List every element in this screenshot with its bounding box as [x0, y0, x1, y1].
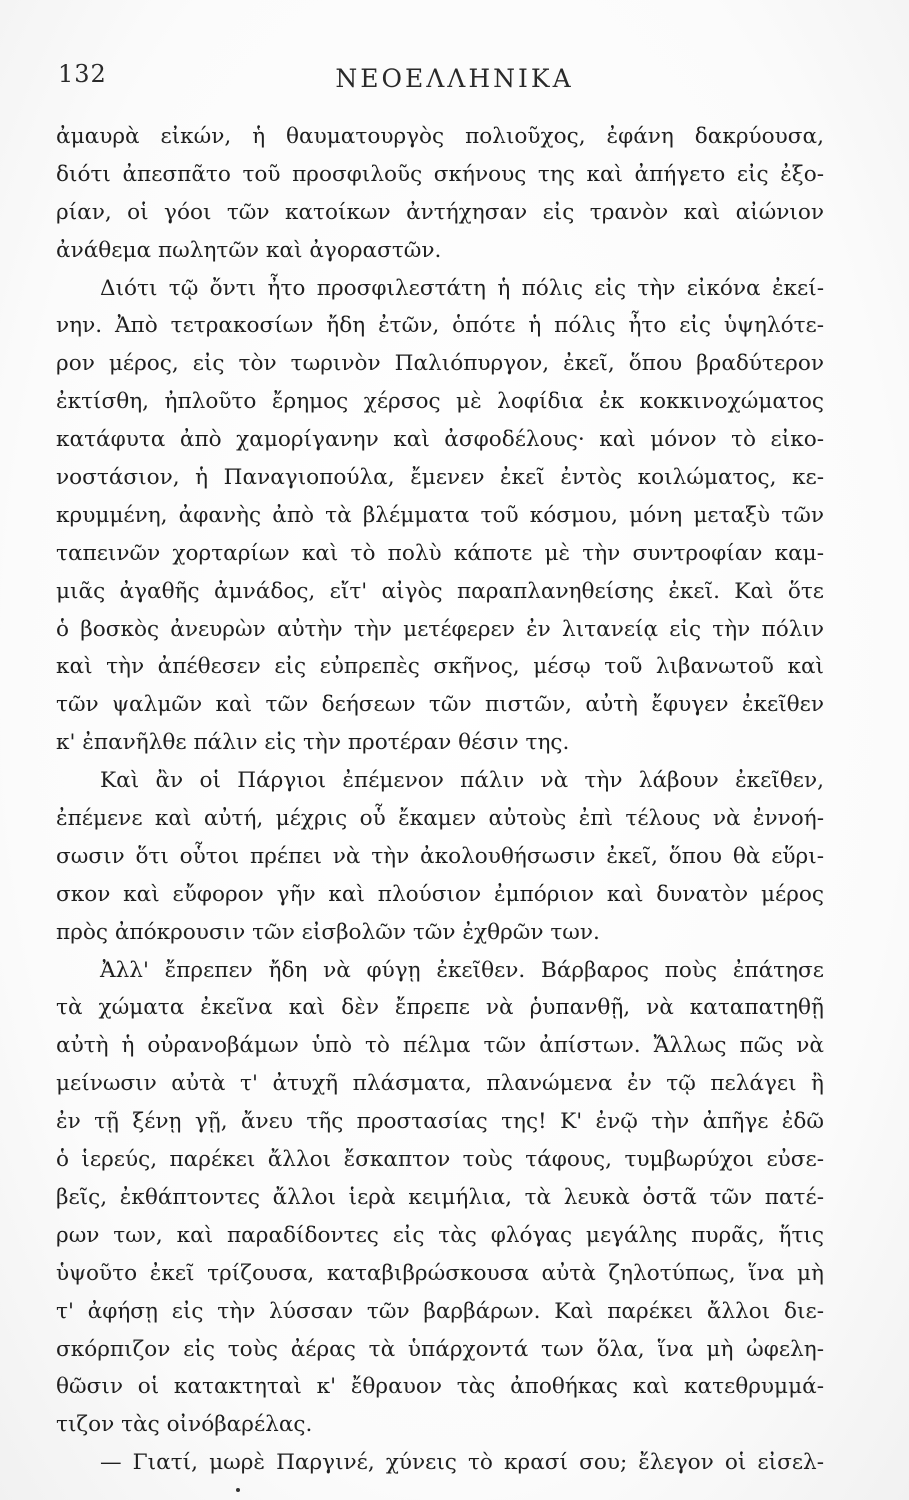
text-line: πρὸς ἀπόκρουσιν τῶν εἰσβολῶν τῶν ἐχθρῶν των.	[56, 919, 600, 945]
text-line: Καὶ ἂν οἱ Πάργιοι ἐπέμενον πάλιν νὰ τὴν λάβουν ἐκεῖθεν,	[100, 768, 824, 794]
text-line: σωσιν ὅτι οὗτοι πρέπει νὰ τὴν ἀκολουθήσωσιν ἐκεῖ, ὅπου θὰ εὕρι-	[56, 843, 824, 869]
body-text	[56, 118, 824, 1482]
text-line: νοστάσιον, ἡ Παναγιοπούλα, ἔμενεν ἐκεῖ ἐντὸς κοιλώματος, κε-	[56, 465, 824, 491]
text-line: Ἀλλ' ἔπρεπεν ἤδη νὰ φύγῃ ἐκεῖθεν. Βάρβαρος ποὺς ἐπάτησε	[100, 957, 824, 983]
text-line: σκον καὶ εὔφορον γῆν καὶ πλούσιον ἐμπόριον καὶ δυνατὸν μέρος	[56, 881, 824, 907]
text-line: κρυμμένη, ἀφανὴς ἀπὸ τὰ βλέμματα τοῦ κόσμου, μόνη μεταξὺ τῶν	[56, 502, 824, 528]
text-line: τ' ἀφήσῃ εἰς τὴν λύσσαν τῶν βαρβάρων. Καὶ παρέκει ἄλλοι διε-	[56, 1298, 824, 1324]
running-title: ΝΕΟΕΛΛΗΝΙΚΑ	[335, 64, 574, 93]
text-line: ὑψοῦτο ἐκεῖ τρίζουσα, καταβιβρώσκουσα αὐτὰ ζηλοτύπως, ἵνα μὴ	[56, 1260, 824, 1286]
text-line: αὐτὴ ἡ οὐρανοβάμων ὑπὸ τὸ πέλμα τῶν ἀπίστων. Ἄλλως πῶς νὰ	[56, 1033, 824, 1059]
text-line: ρίαν, οἱ γόοι τῶν κατοίκων ἀντήχησαν εἰς τρανὸν καὶ αἰώνιον	[56, 199, 824, 225]
text-line: ἀμαυρὰ εἰκών, ἡ θαυματουργὸς πολιοῦχος, ἐφάνη δακρύουσα,	[56, 124, 824, 149]
text-line: διότι ἀπεσπᾶτο τοῦ προσφιλοῦς σκήνους της καὶ ἀπήγετο εἰς ἐξο-	[56, 161, 824, 187]
text-line: ἐν τῇ ξένῃ γῇ, ἄνευ τῆς προστασίας της! Κ' ἐνῷ τὴν ἀπῆγε ἐδῶ	[56, 1109, 824, 1135]
page-number: 132	[58, 60, 107, 88]
text-line: κατάφυτα ἀπὸ χαμορίγανην καὶ ἀσφοδέλους· καὶ μόνον τὸ εἰκο-	[56, 427, 824, 453]
text-line: ὁ βοσκὸς ἀνευρὼν αὐτὴν τὴν μετέφερεν ἐν λιτανείᾳ εἰς τὴν πόλιν	[56, 616, 824, 642]
text-line: ρων των, καὶ παραδίδοντες εἰς τὰς φλόγας μεγάλης πυρᾶς, ἥτις	[56, 1222, 824, 1248]
text-line: — Γιατί, μωρὲ Παργινέ, χύνεις τὸ κρασί σου; ἔλεγον οἱ εἰσελ-	[100, 1450, 824, 1476]
text-line: Διότι τῷ ὄντι ἦτο προσφιλεστάτη ἡ πόλις εἰς τὴν εἰκόνα ἐκεί-	[100, 275, 824, 301]
text-line: ἐκτίσθη, ἠπλοῦτο ἔρημος χέρσος μὲ λοφίδια ἐκ κοκκινοχώματος	[56, 389, 824, 415]
text-line: μιᾶς ἀγαθῆς ἀμνάδος, εἴτ' αἰγὸς παραπλανηθείσης ἐκεῖ. Καὶ ὅτε	[56, 578, 824, 604]
text-line: μείνωσιν αὐτὰ τ' ἀτυχῆ πλάσματα, πλανώμενα ἐν τῷ πελάγει ἢ	[56, 1071, 824, 1097]
text-line: βεῖς, ἐκθάπτοντες ἄλλοι ἱερὰ κειμήλια, τὰ λευκὰ ὀστᾶ τῶν πατέ-	[56, 1184, 824, 1210]
text-line: τιζον τὰς οἰνόβαρέλας.	[56, 1412, 313, 1438]
ink-speck	[236, 1488, 240, 1492]
text-line: ἐπέμενε καὶ αὐτή, μέχρις οὗ ἔκαμεν αὐτοὺς ἐπὶ τέλους νὰ ἐννοή-	[56, 806, 824, 832]
text-line: καὶ τὴν ἀπέθεσεν εἰς εὐπρεπὲς σκῆνος, μέσῳ τοῦ λιβανωτοῦ καὶ	[56, 654, 824, 680]
text-line: ταπεινῶν χορταρίων καὶ τὸ πολὺ κάποτε μὲ τὴν συντροφίαν καμ-	[56, 540, 824, 566]
text-line: νην. Ἀπὸ τετρακοσίων ἤδη ἐτῶν, ὁπότε ἡ πόλις ἦτο εἰς ὑψηλότε-	[56, 313, 824, 339]
text-line: ἀνάθεμα πωλητῶν καὶ ἀγοραστῶν.	[56, 237, 442, 263]
text-line: σκόρπιζον εἰς τοὺς ἀέρας τὰ ὑπάρχοντά των ὅλα, ἵνα μὴ ὠφελη-	[56, 1336, 824, 1362]
text-line: ρον μέρος, εἰς τὸν τωρινὸν Παλιόπυργον, ἐκεῖ, ὅπου βραδύτερον	[56, 351, 824, 377]
text-line: τῶν ψαλμῶν καὶ τῶν δεήσεων τῶν πιστῶν, αὐτὴ ἔφυγεν ἐκεῖθεν	[56, 692, 824, 718]
text-line: τὰ χώματα ἐκεῖνα καὶ δὲν ἔπρεπε νὰ ῥυπανθῇ, νὰ καταπατηθῇ	[56, 995, 824, 1021]
text-line: ὁ ἱερεύς, παρέκει ἄλλοι ἔσκαπτον τοὺς τάφους, τυμβωρύχοι εὐσε-	[56, 1147, 824, 1173]
text-line: κ' ἐπανῆλθε πάλιν εἰς τὴν προτέραν θέσιν της.	[56, 730, 570, 756]
text-line: θῶσιν οἱ κατακτηταὶ κ' ἔθραυον τὰς ἀποθήκας καὶ κατεθρυμμά-	[56, 1374, 824, 1400]
